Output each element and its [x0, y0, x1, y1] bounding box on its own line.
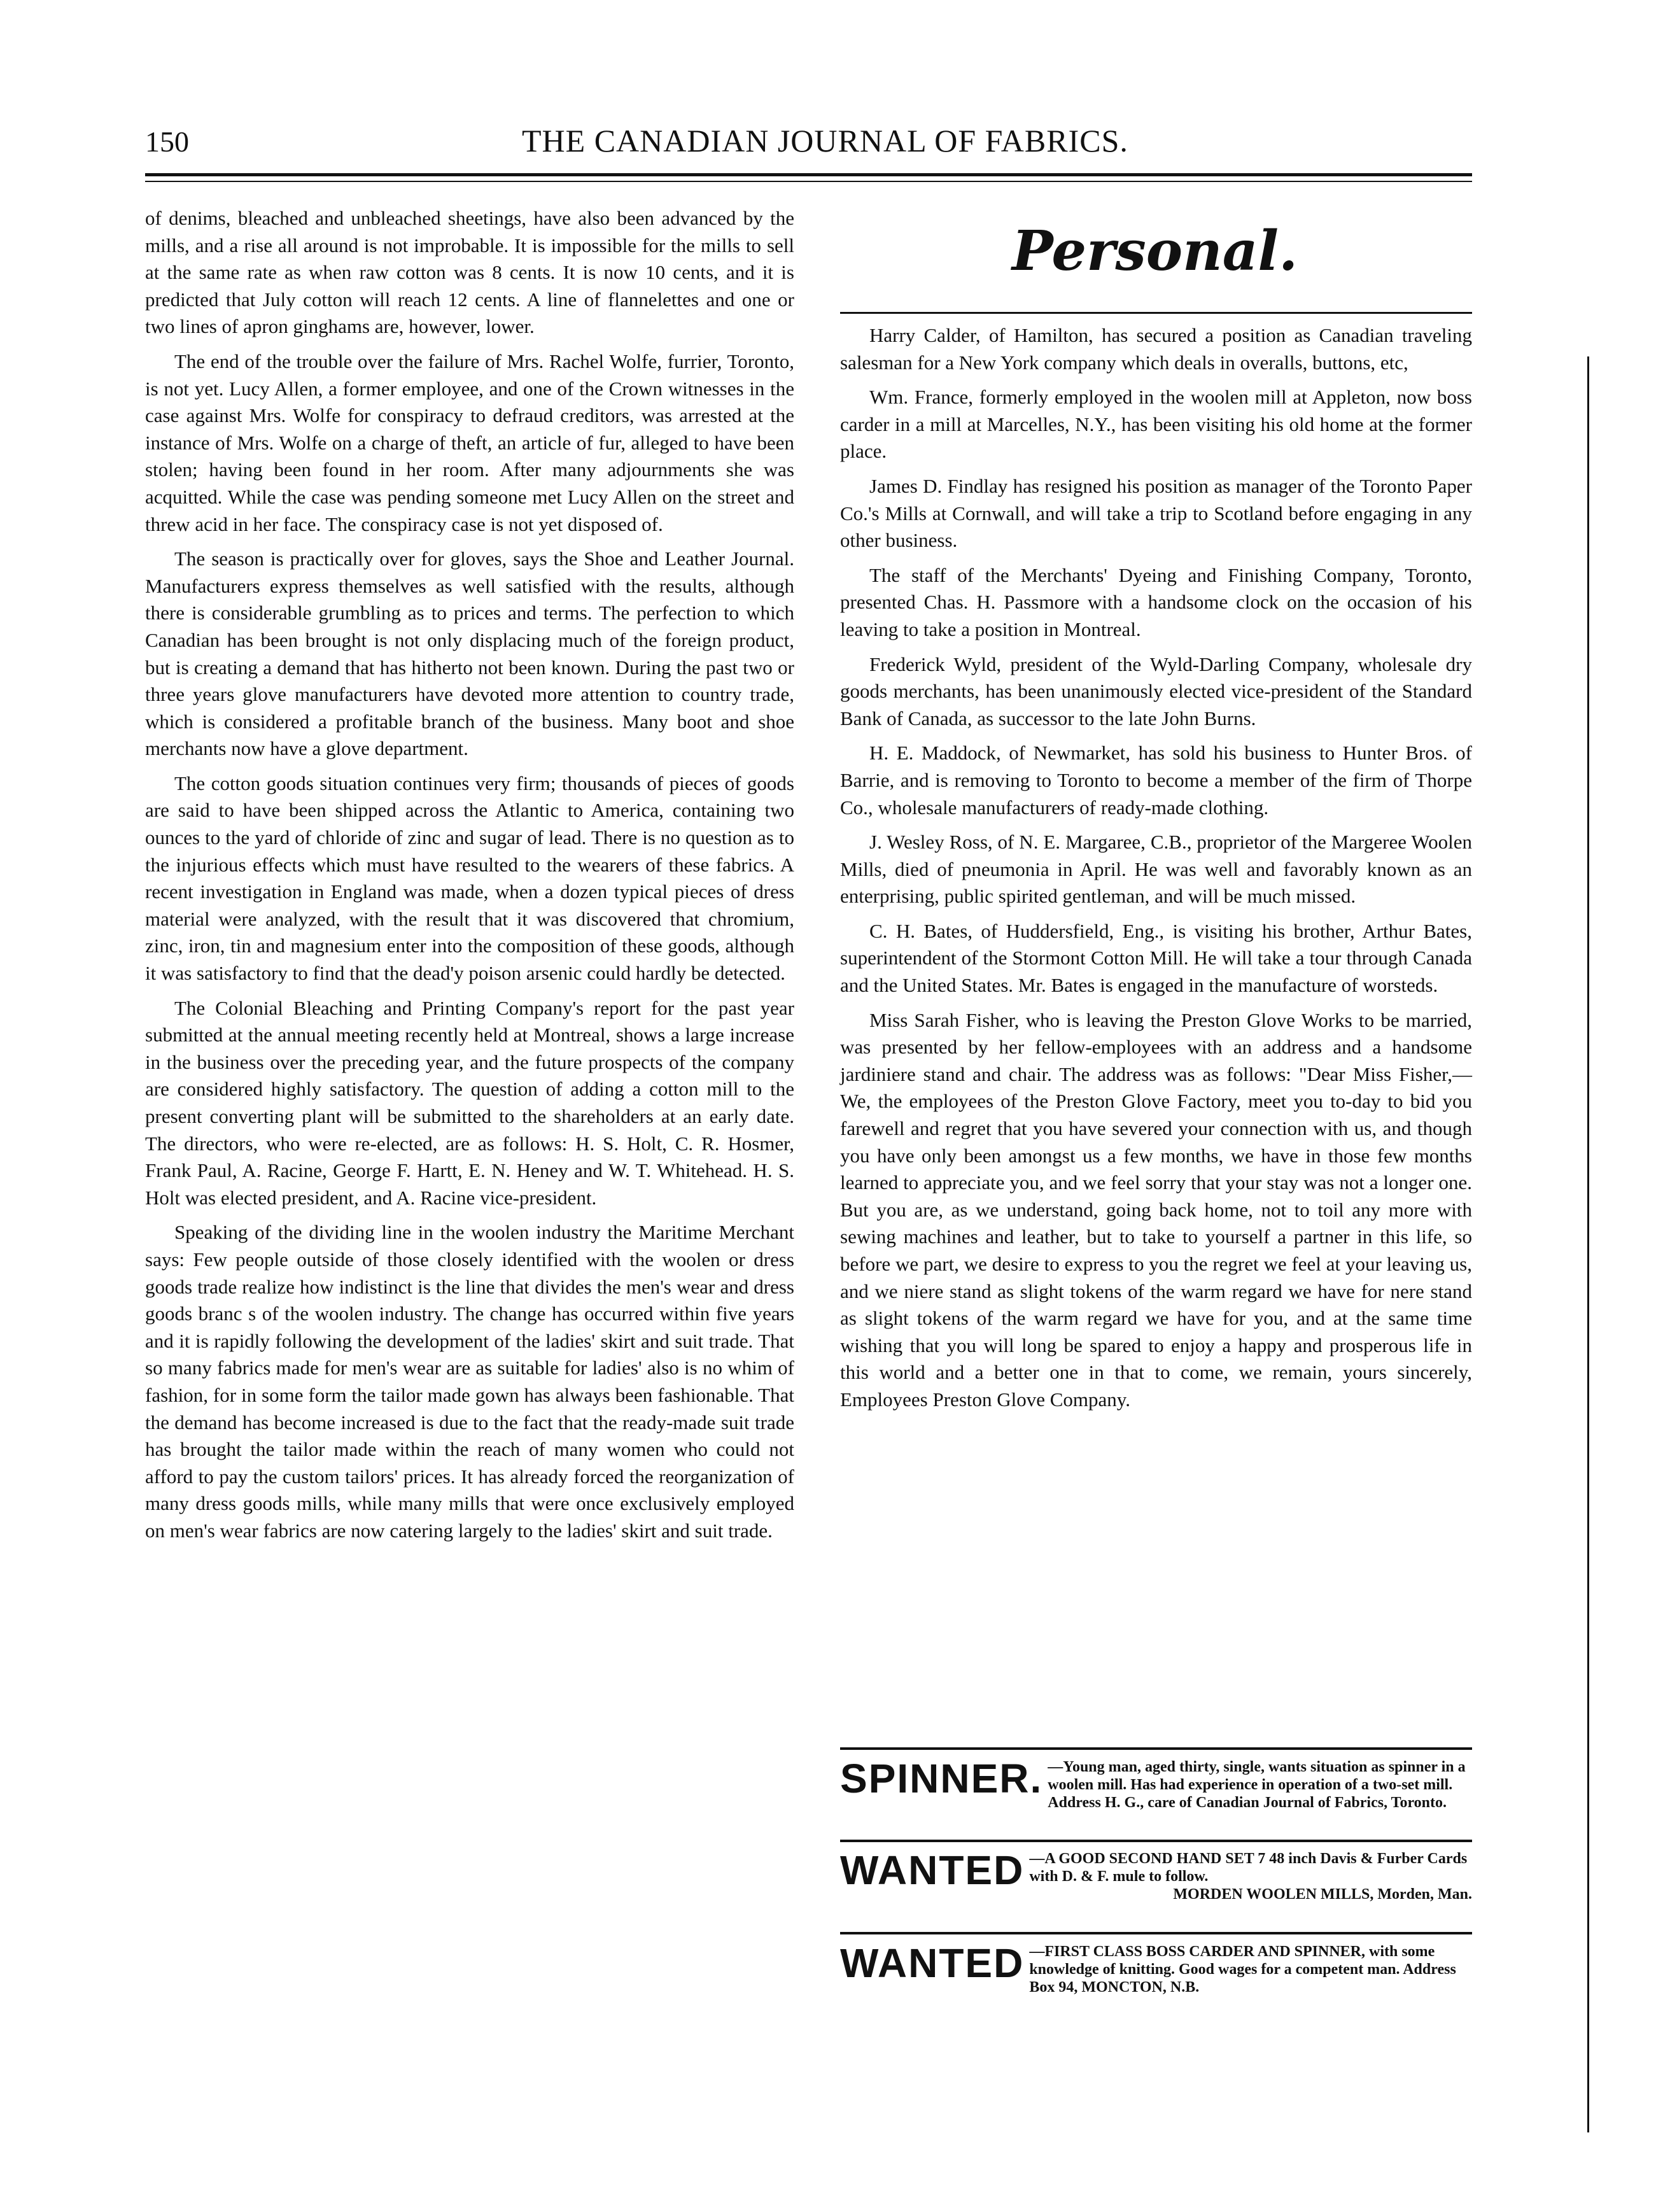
paragraph: of denims, bleached and unbleached sheetings, have also been advanced by the mills, and a rise all around is not improbable. It is impossible for the mills to sell at the same rate as when raw cotton was 8 cents. It is now 10 cents, and it is predicted that July cotton will reach 12 cents. A line of flannelettes and one or two lines of apron ginghams are, however, lower.: [145, 207, 794, 338]
personal-item: James D. Findlay has resigned his position as manager of the Toronto Paper Co.'s Mills at Cornwall, and will take a trip to Scotland before engaging in any other business.: [840, 474, 1472, 552]
personal-column: [840, 322, 1472, 1421]
personal-item: H. E. Maddock, of Newmarket, has sold his business to Hunter Bros. of Barrie, and is removing to Toronto to become a member of the firm of Thorpe Co., wholesale manufacturers of ready-made clothing.: [840, 742, 1472, 819]
page-number: 150: [145, 125, 189, 158]
ad-keyword: SPINNER.: [840, 1756, 1043, 1801]
paragraph: Speaking of the dividing line in the woolen industry the Maritime Merchant says: Few people outside of those closely identified with the woolen or dress goods trade realize how indistinct is the line that divides the men's wear and dress goods branc s of the woolen industry. The change has occurred within five years and it is rapidly following the development of the ladies' skirt and suit trade. That so many fabrics made for men's wear are as suitable for ladies' also is no whim of fashion, for in some form the tailor made gown has always been fashionable. That the demand has become increased is due to the fact that the ready-made suit trade has brought the tailor made within the reach of many women who could not afford to pay the custom tailors' prices. It has already forced the reorganization of many dress goods mills, while many mills that were once exclusively employed on men's wear fabrics are now catering largely to the ladies' skirt and suit trade.: [145, 1221, 794, 1542]
ad-text: —FIRST CLASS BOSS CARDER AND SPINNER, with some knowledge of knitting. Good wages for a competent man. Address Box 94, MONCTON, N.B.: [1029, 1943, 1456, 1996]
paragraph: The end of the trouble over the failure of Mrs. Rachel Wolfe, furrier, Toronto, is not yet. Lucy Allen, a former employee, and one of the Crown witnesses in the case against Mrs. Wolfe for conspiracy to defraud creditors, was arrested at the instance of Mrs. Wolfe on a charge of theft, an article of fur, alleged to have been stolen; having been found in her room. After many adjournments she was acquitted. While the case was pending someone met Lucy Allen on the street and threw acid in her face. The conspiracy case is not yet disposed of.: [145, 349, 794, 535]
paragraph: The season is practically over for gloves, says the Shoe and Leather Journal. Manufacturers express themselves as well satisfied with the results, although there is considerable grumbling as to prices and terms. The perfection to which Canadian has been brought is not only displacing much of the foreign product, but is creating a demand that has hitherto not been known. During the past two or three years glove manufacturers have devoted more attention to country trade, which is considered a profitable branch of the business. Many boot and shoe merchants now have a glove department.: [145, 547, 794, 760]
ad-text: —Young man, aged thirty, single, wants situation as spinner in a woolen mill. Has had experience in operation of a two-set mill. Address H. G., care of Canadian Journal of Fabrics, Toronto.: [1048, 1759, 1466, 1811]
header-rule-thin: [145, 181, 1472, 182]
ad-wanted-cards: [840, 1847, 1472, 1903]
ad-wanted-carder: [840, 1940, 1472, 1996]
margin-rule: [1587, 356, 1589, 2132]
ad-signature: MORDEN WOOLEN MILLS, Morden, Man.: [1173, 1886, 1472, 1903]
ad-text: —A GOOD SECOND HAND SET 7 48 inch Davis & Furber Cards with D. & F. mule to follow.: [1029, 1850, 1468, 1885]
ad-spinner: [840, 1758, 1472, 1812]
personal-item: Frederick Wyld, president of the Wyld-Darling Company, wholesale dry goods merchants, has been unanimously elected vice-president of the Standard Bank of Canada, as successor to the late John Burns.: [840, 652, 1472, 729]
ad-rule: [840, 1840, 1472, 1842]
personal-heading: Personal.: [1012, 219, 1298, 283]
paragraph: The Colonial Bleaching and Printing Company's report for the past year submitted at the annual meeting recently held at Montreal, shows a large increase in the business over the preceding year, and the future prospects of the company are considered highly satisfactory. The question of adding a cotton mill to the present converting plant will be submitted to the shareholders at an early date. The directors, who were re-elected, are as follows: H. S. Holt, C. R. Hosmer, Frank Paul, A. Racine, George F. Hartt, E. N. Heney and W. T. Whitehead. H. S. Holt was elected president, and A. Racine vice-president.: [145, 996, 794, 1209]
running-title: THE CANADIAN JOURNAL OF FABRICS.: [522, 123, 1128, 159]
ad-keyword: WANTED: [840, 1940, 1025, 1986]
ad-keyword: WANTED: [840, 1847, 1025, 1893]
personal-item: J. Wesley Ross, of N. E. Margaree, C.B., proprietor of the Margeree Woolen Mills, died of pneumonia in April. He was well and favorably known as an enterprising, public spirited gentleman, and will be much missed.: [840, 831, 1472, 908]
ad-rule: [840, 1932, 1472, 1934]
personal-item: Miss Sarah Fisher, who is leaving the Preston Glove Works to be married, was presented by her fellow-employees with an address and a handsome jardiniere stand and chair. The address was as follows: "Dear Miss Fisher,— We, the employees of the Preston Glove Factory, meet you to-day to bid you farewell and regret that you have severed your connection with us, and though you have only been amongst us a few months, we have in those few months learned to appreciate you, and we feel sorry that your stay was not a longer one. But you are, as we understand, going back home, not to toil any more with sewing machines and leather, but to take to yourself a partner in this life, so before we part, we desire to express to you the regret we feel at your leaving us, and we niere stand as slight tokens of the warm regard we have for nere stand as slight tokens of the warm regard we have for you, and at the same time wishing that you will long be spared to enjoy a happy and prosperous life in this world and a better one in that to come, we remain, yours sincerely, Employees Preston Glove Company.: [840, 1008, 1472, 1411]
personal-rule: [840, 312, 1472, 314]
personal-item: Harry Calder, of Hamilton, has secured a position as Canadian traveling salesman for a New York company which deals in overalls, buttons, etc,: [840, 324, 1472, 374]
personal-item: C. H. Bates, of Huddersfield, Eng., is visiting his brother, Arthur Bates, superintendent of the Stormont Cotton Mill. He will take a tour through Canada and the United States. Mr. Bates is engaged in the manufacture of worsteds.: [840, 919, 1472, 997]
personal-item: Wm. France, formerly employed in the woolen mill at Appleton, now boss carder in a mill at Marcelles, N.Y., has been visiting his old home at the former place.: [840, 386, 1472, 463]
left-column: [145, 205, 794, 1553]
header-rule: [145, 173, 1472, 176]
personal-item: The staff of the Merchants' Dyeing and Finishing Company, Toronto, presented Chas. H. Passmore with a handsome clock on the occasion of his leaving to take a position in Montreal.: [840, 563, 1472, 640]
paragraph: The cotton goods situation continues very firm; thousands of pieces of goods are said to have been shipped across the Atlantic to America, containing two ounces to the yard of chloride of zinc and sugar of lead. There is no question as to the injurious effects which must have resulted to the wearers of these fabrics. A recent investigation in England was made, when a dozen typical pieces of dress material were analyzed, with the result that it was discovered that chromium, zinc, iron, tin and magnesium enter into the composition of these goods, although it was satisfactory to find that the dead'y poison arsenic could hardly be detected.: [145, 771, 794, 985]
ad-rule: [840, 1747, 1472, 1750]
